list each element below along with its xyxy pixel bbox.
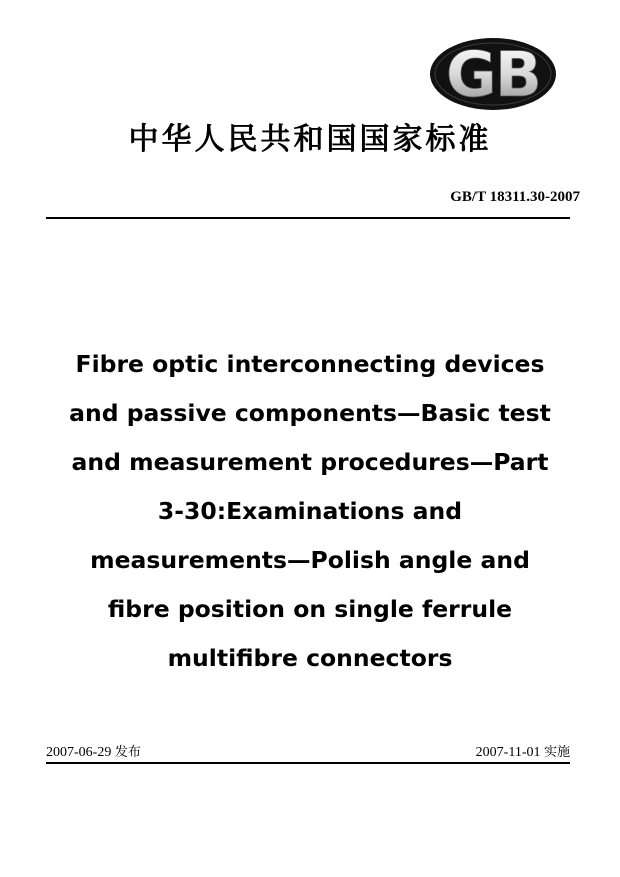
title-line: multifibre connectors (167, 644, 453, 672)
title-line: and passive components—Basic test (69, 399, 551, 427)
issue-date: 2007-06-29 (46, 745, 112, 760)
bottom-rule (46, 762, 570, 764)
title-line: measurements—Polish angle and (90, 546, 530, 574)
gb-logo (428, 36, 558, 112)
effective-date: 2007-11-01 (475, 745, 541, 760)
gb-logo-letters: GB (445, 38, 541, 111)
effective-label: 实施 (543, 745, 570, 760)
effective-info (476, 741, 570, 761)
title-line: Fibre optic interconnecting devices (75, 350, 545, 378)
top-rule (46, 217, 570, 219)
issue-label: 发布 (114, 745, 141, 760)
agency-title: 中华人民共和国国家标准 (128, 122, 492, 157)
title-line: 3-30:Examinations and (157, 497, 463, 525)
document-title (40, 340, 580, 683)
title-line: and measurement procedures—Part (71, 448, 549, 476)
standard-code: GB/T 18311.30-2007 (450, 189, 580, 205)
issue-info (46, 741, 141, 761)
title-line: fibre position on single ferrule (107, 595, 513, 623)
